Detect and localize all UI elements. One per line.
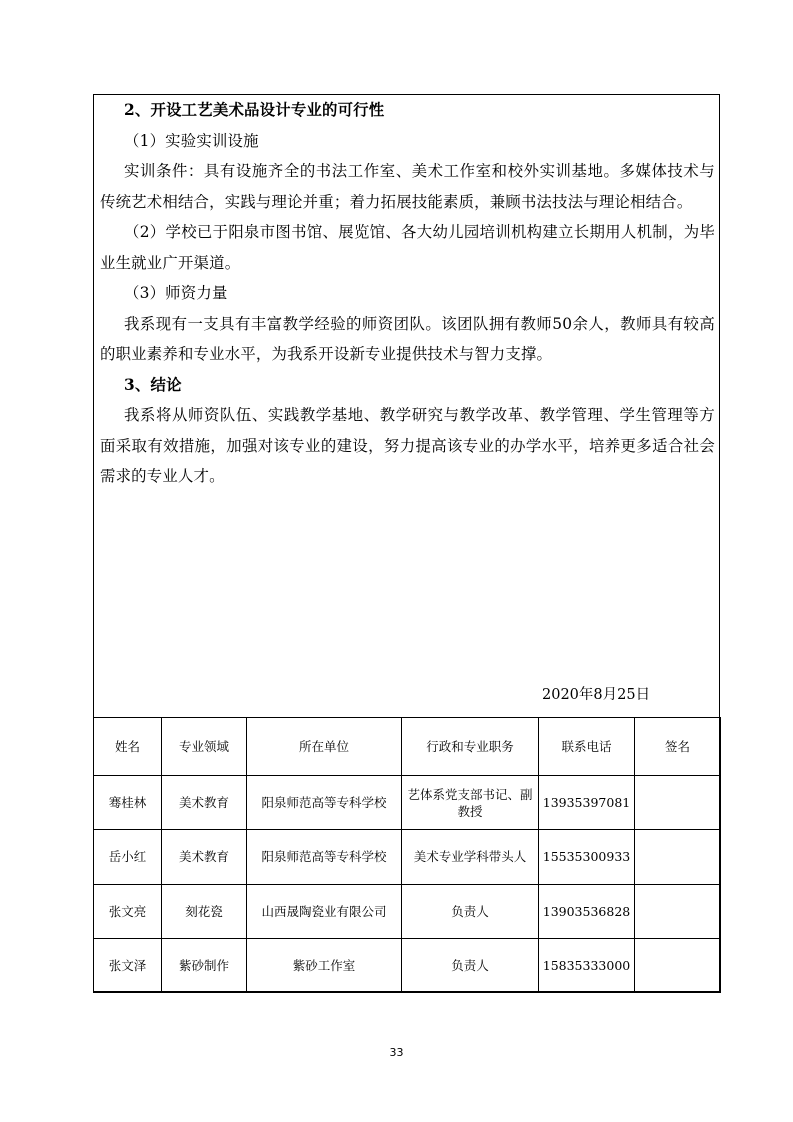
cell-name: 张文泽 (94, 938, 162, 992)
section-heading-conclusion: 3、结论 (124, 375, 182, 394)
header-field: 专业领域 (162, 718, 247, 776)
cell-organization: 阳泉师范高等专科学校 (247, 776, 402, 830)
table-row (94, 830, 721, 884)
subheading-facilities: （1）实验实训设施 (124, 131, 259, 150)
cell-field: 美术教育 (162, 776, 247, 830)
cell-organization: 山西晟陶瓷业有限公司 (247, 884, 402, 938)
header-phone: 联系电话 (539, 718, 635, 776)
paragraph-faculty: 我系现有一支具有丰富教学经验的师资团队。该团队拥有教师50余人，教师具有较高的职业素养和专业水平，为我系开设新专业提供技术与智力支撑。 (100, 314, 715, 363)
paragraph-conclusion: 我系将从师资队伍、实践教学基地、教学研究与教学改革、教学管理、学生管理等方面采取有效措施，加强对该专业的建设，努力提高该专业的办学水平，培养更多适合社会需求的专业人才。 (100, 406, 715, 485)
expert-table (93, 717, 721, 993)
document-frame (93, 94, 720, 992)
cell-phone: 13935397081 (539, 776, 635, 830)
cell-name: 张文亮 (94, 884, 162, 938)
cell-organization: 阳泉师范高等专科学校 (247, 830, 402, 884)
header-signature: 签名 (635, 718, 721, 776)
cell-signature (635, 938, 721, 992)
paragraph-employment: （2）学校已于阳泉市图书馆、展览馆、各大幼儿园培训机构建立长期用人机制，为毕业生就业广开渠道。 (100, 223, 715, 272)
cell-phone: 15835333000 (539, 938, 635, 992)
header-position: 行政和专业职务 (402, 718, 539, 776)
cell-phone: 15535300933 (539, 830, 635, 884)
cell-signature (635, 884, 721, 938)
table-row (94, 884, 721, 938)
cell-field: 美术教育 (162, 830, 247, 884)
cell-name: 岳小红 (94, 830, 162, 884)
cell-name: 骞桂林 (94, 776, 162, 830)
document-date: 2020年8月25日 (542, 687, 651, 703)
cell-field: 紫砂制作 (162, 938, 247, 992)
page-number: 33 (389, 1046, 404, 1059)
table-row (94, 938, 721, 992)
cell-field: 刻花瓷 (162, 884, 247, 938)
header-name: 姓名 (94, 718, 162, 776)
section-heading-feasibility: 2、开设工艺美术品设计专业的可行性 (124, 101, 385, 119)
cell-position: 美术专业学科带头人 (402, 830, 539, 884)
cell-signature (635, 830, 721, 884)
subheading-faculty: （3）师资力量 (124, 284, 228, 302)
table-header-row (94, 718, 721, 776)
cell-phone: 13903536828 (539, 884, 635, 938)
feasibility-text (94, 95, 719, 717)
paragraph-training-conditions: 实训条件：具有设施齐全的书法工作室、美术工作室和校外实训基地。多媒体技术与传统艺术相结合，实践与理论并重；着力拓展技能素质，兼顾书法技法与理论相结合。 (100, 162, 715, 211)
cell-organization: 紫砂工作室 (247, 938, 402, 992)
cell-signature (635, 776, 721, 830)
table-row (94, 776, 721, 830)
cell-position: 艺体系党支部书记、副教授 (402, 776, 539, 830)
header-organization: 所在单位 (247, 718, 402, 776)
cell-position: 负责人 (402, 884, 539, 938)
cell-position: 负责人 (402, 938, 539, 992)
